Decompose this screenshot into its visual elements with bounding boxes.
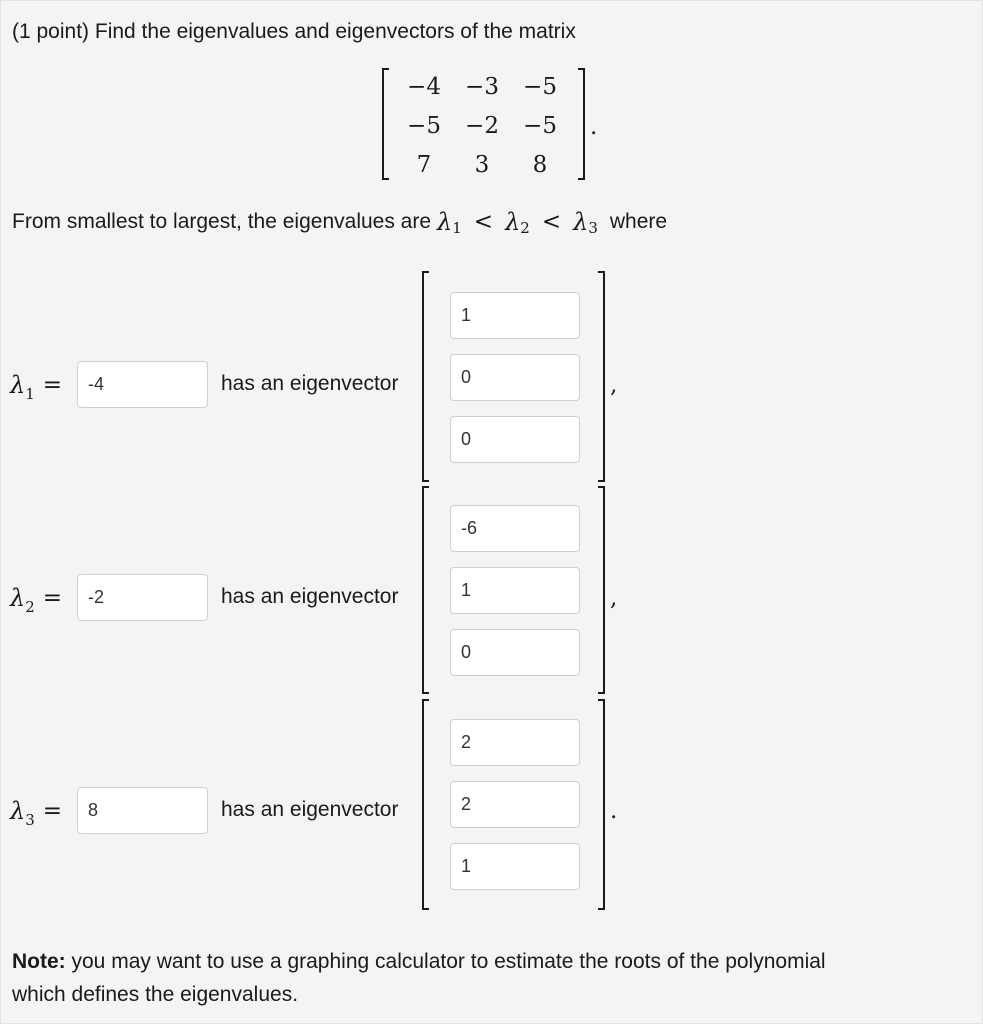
eigenvector-label: has an eigenvector: [221, 798, 399, 821]
lambda-subscript: 2: [520, 219, 530, 237]
lambda-subscript: 1: [452, 219, 462, 237]
lambda-symbol: λ: [573, 208, 589, 236]
lambda-symbol: λ: [437, 208, 453, 236]
note-label: Note:: [12, 950, 66, 973]
lambda-3-row: [10, 788, 62, 834]
problem-statement: (1 point) Find the eigenvalues and eigenvectors of the matrix: [12, 20, 576, 43]
vector-3-right-bracket: [598, 699, 605, 910]
ordering-prefix: From smallest to largest, the eigenvalues are: [12, 210, 432, 233]
lambda-label: λ1: [10, 371, 35, 403]
matrix-left-bracket: [382, 68, 389, 180]
vector-1-right-bracket: [598, 271, 605, 482]
matrix: [382, 68, 597, 180]
matrix-cell: 8: [532, 152, 548, 178]
ordering-suffix: where: [609, 210, 668, 233]
lambda-label: λ2: [10, 584, 35, 616]
eigenvector-label: has an eigenvector: [221, 585, 399, 608]
lambda-1-row: [10, 362, 62, 408]
matrix-period: .: [590, 114, 598, 140]
vector-2-entry-3[interactable]: [450, 629, 580, 676]
vector-2-right-bracket: [598, 486, 605, 694]
lambda-2-input[interactable]: [77, 574, 208, 621]
matrix-cell: −3: [465, 74, 499, 100]
note-line-2: which defines the eigenvalues.: [12, 983, 299, 1006]
matrix-cell: −5: [523, 74, 557, 100]
matrix-cell: −5: [523, 113, 557, 139]
matrix-cell: 3: [474, 152, 490, 178]
vector-1-entry-1[interactable]: [450, 292, 580, 339]
matrix-cell: −2: [465, 113, 499, 139]
vector-2-entry-2[interactable]: [450, 567, 580, 614]
matrix-cell: 7: [416, 152, 432, 178]
note-line-1: [12, 950, 826, 974]
vector-1-entry-2[interactable]: [450, 354, 580, 401]
vector-2-comma: ,: [610, 585, 618, 611]
lambda-1-input[interactable]: [77, 361, 208, 408]
lambda-2-row: [10, 575, 62, 621]
matrix-cell: −5: [407, 113, 441, 139]
vector-2-entry-1[interactable]: [450, 505, 580, 552]
lambda-3-input[interactable]: [77, 787, 208, 834]
note-text: you may want to use a graphing calculator to estimate the roots of the polynomial: [65, 950, 826, 973]
less-than-symbol: <: [473, 209, 494, 235]
lambda-subscript: 3: [588, 219, 598, 237]
vector-3-entry-1[interactable]: [450, 719, 580, 766]
matrix-cell: −4: [407, 74, 441, 100]
vector-3-period: .: [610, 798, 618, 824]
lambda-label: λ3: [10, 797, 35, 829]
vector-3-entry-3[interactable]: [450, 843, 580, 890]
eigenvector-label: has an eigenvector: [221, 372, 399, 395]
lambda-symbol: λ: [505, 208, 521, 236]
vector-1-comma: ,: [610, 372, 618, 398]
equals-sign: =: [42, 372, 63, 398]
vector-3-entry-2[interactable]: [450, 781, 580, 828]
vector-2-left-bracket: [422, 486, 429, 694]
ordering-sentence: [12, 208, 667, 236]
matrix-right-bracket: [578, 68, 585, 180]
vector-1-entry-3[interactable]: [450, 416, 580, 463]
less-than-symbol: <: [541, 209, 562, 235]
vector-1-left-bracket: [422, 271, 429, 482]
vector-3-left-bracket: [422, 699, 429, 910]
equals-sign: =: [42, 585, 63, 611]
equals-sign: =: [42, 798, 63, 824]
